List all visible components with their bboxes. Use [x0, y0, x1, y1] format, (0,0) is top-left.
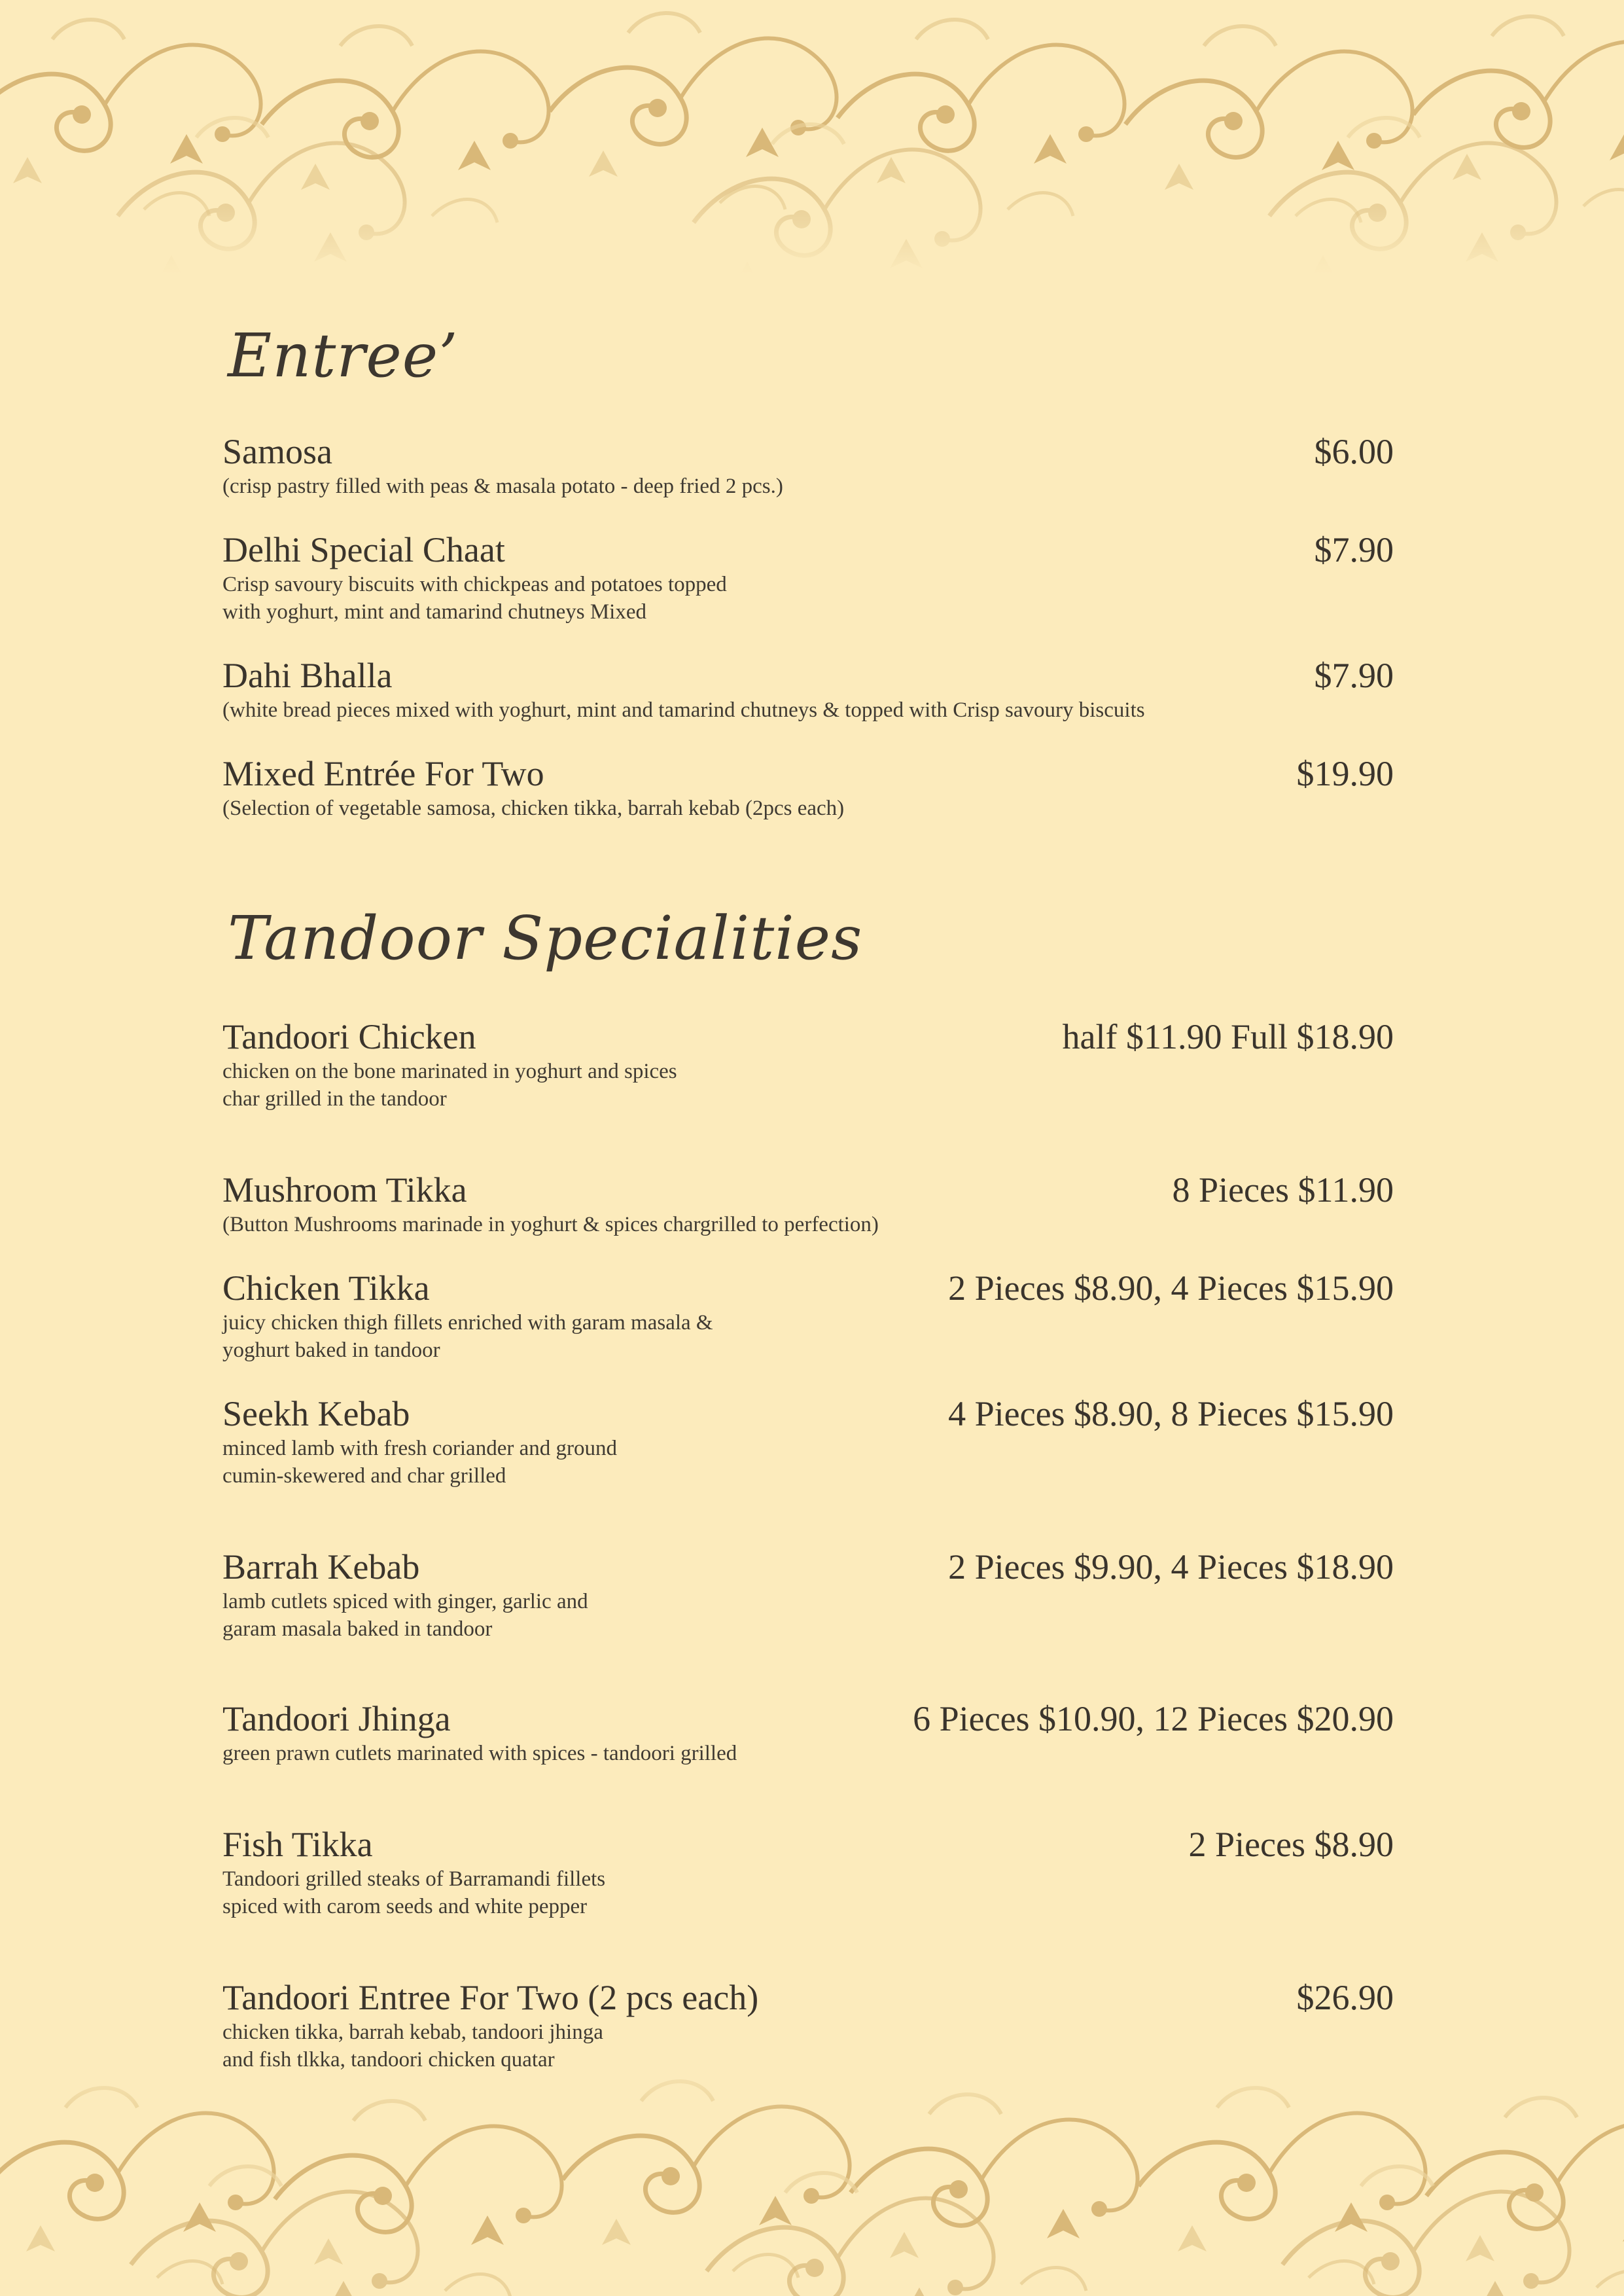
- item-description: Tandoori grilled steaks of Barramandi fillets spiced with carom seeds and white pepper: [222, 1867, 606, 1918]
- item-name: Tandoori Jhinga: [222, 1699, 451, 1738]
- item-description: lamb cutlets spiced with ginger, garlic and garam masala baked in tandoor: [222, 1590, 588, 1641]
- item-description: minced lamb with fresh coriander and ground cumin-skewered and char grilled: [222, 1437, 617, 1488]
- menu-item: [222, 1393, 1394, 1490]
- item-description: (white bread pieces mixed with yoghurt, mint and tamarind chutneys & topped with Crisp savoury biscuits: [222, 698, 1145, 722]
- ornamental-border-top: [0, 0, 1624, 275]
- item-description: (crisp pastry filled with peas & masala potato - deep fried 2 pcs.): [222, 475, 783, 498]
- item-price: $19.90: [1296, 754, 1394, 793]
- item-price: 6 Pieces $10.90, 12 Pieces $20.90: [913, 1699, 1394, 1738]
- menu-item: [222, 1546, 1394, 1643]
- item-name: Samosa: [222, 432, 332, 471]
- item-description: green prawn cutlets marinated with spices - tandoori grilled: [222, 1742, 737, 1765]
- section-title-tandoor: Tandoor Specialities: [228, 903, 863, 973]
- item-price: 4 Pieces $8.90, 8 Pieces $15.90: [948, 1394, 1394, 1433]
- item-price: half $11.90 Full $18.90: [1062, 1017, 1394, 1056]
- item-description: juicy chicken thigh fillets enriched with garam masala & yoghurt baked in tandoor: [222, 1311, 713, 1362]
- menu-item: [222, 1016, 1394, 1113]
- item-price: 2 Pieces $8.90, 4 Pieces $15.90: [948, 1268, 1394, 1308]
- menu-item: [222, 1169, 1394, 1238]
- item-name: Chicken Tikka: [222, 1268, 430, 1308]
- menu-item: [222, 753, 1394, 822]
- menu-item: [222, 431, 1394, 500]
- item-price: 8 Pieces $11.90: [1172, 1170, 1394, 1210]
- item-name: Tandoori Entree For Two (2 pcs each): [222, 1978, 759, 2017]
- item-description: chicken tikka, barrah kebab, tandoori jhinga and fish tlkka, tandoori chicken quatar: [222, 2020, 603, 2072]
- scroll-pattern-bottom: [0, 2042, 1624, 2296]
- item-name: Fish Tikka: [222, 1825, 373, 1864]
- item-price: $7.90: [1314, 656, 1394, 695]
- item-description: (Selection of vegetable samosa, chicken tikka, barrah kebab (2pcs each): [222, 797, 845, 820]
- item-name: Tandoori Chicken: [222, 1017, 476, 1056]
- menu-item: [222, 1823, 1394, 1920]
- item-price: $6.00: [1314, 432, 1394, 471]
- item-name: Dahi Bhalla: [222, 656, 393, 695]
- item-description: Crisp savoury biscuits with chickpeas and potatoes topped with yoghurt, mint and tamarind chutneys Mixed: [222, 573, 727, 624]
- item-name: Delhi Special Chaat: [222, 530, 505, 569]
- ornamental-border-bottom: [0, 2042, 1624, 2296]
- section-title-entree: Entree’: [228, 321, 459, 391]
- menu-item: [222, 655, 1394, 724]
- item-name: Mushroom Tikka: [222, 1170, 467, 1210]
- scroll-pattern-top: [0, 0, 1624, 275]
- item-description: chicken on the bone marinated in yoghurt and spices char grilled in the tandoor: [222, 1060, 677, 1111]
- item-price: $7.90: [1314, 530, 1394, 569]
- menu-item: [222, 1267, 1394, 1364]
- item-price: 2 Pieces $9.90, 4 Pieces $18.90: [948, 1547, 1394, 1587]
- menu-item: [222, 529, 1394, 626]
- item-name: Mixed Entrée For Two: [222, 754, 544, 793]
- item-description: (Button Mushrooms marinade in yoghurt & spices chargrilled to perfection): [222, 1213, 879, 1236]
- menu-item: [222, 1698, 1394, 1767]
- item-price: 2 Pieces $8.90: [1188, 1825, 1394, 1864]
- item-name: Barrah Kebab: [222, 1547, 420, 1587]
- menu-item: [222, 1977, 1394, 2073]
- item-name: Seekh Kebab: [222, 1394, 410, 1433]
- item-price: $26.90: [1296, 1978, 1394, 2017]
